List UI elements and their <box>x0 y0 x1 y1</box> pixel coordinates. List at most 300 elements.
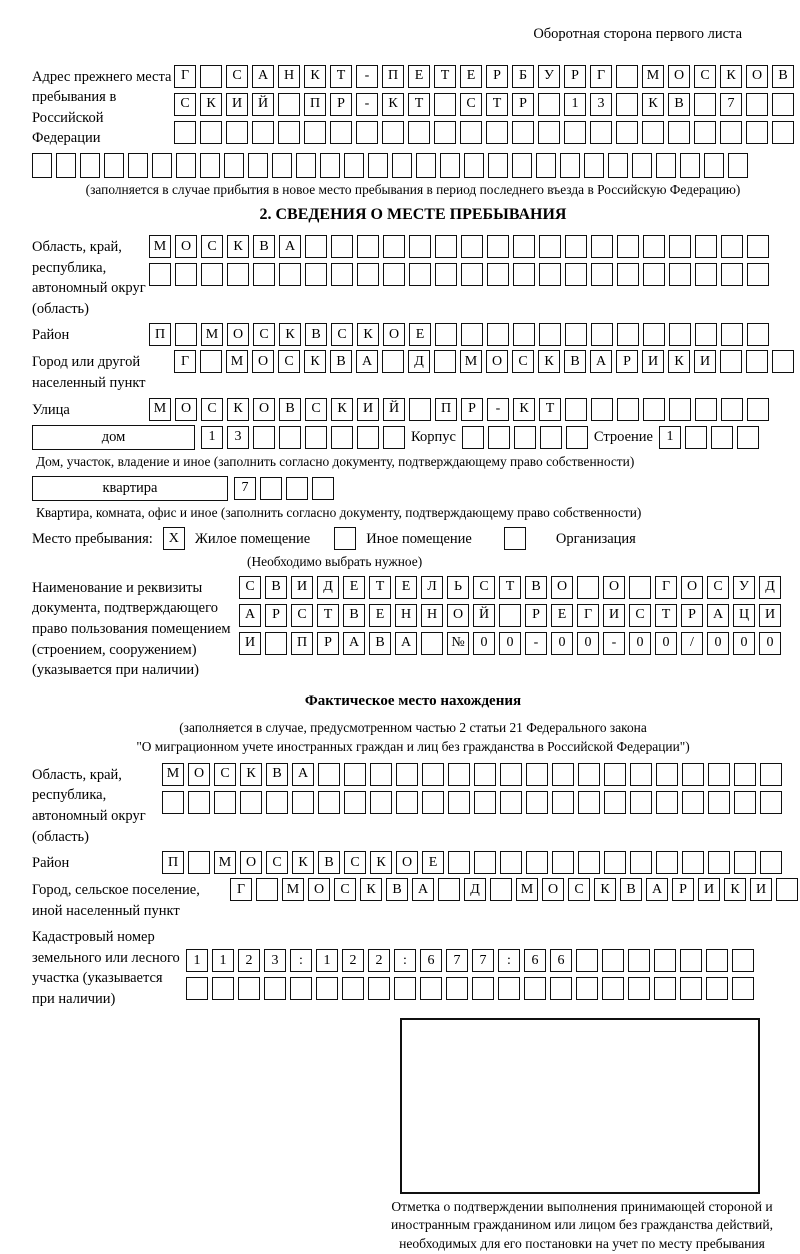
char-cell <box>227 263 249 286</box>
char-cell: О <box>486 350 508 373</box>
char-cell <box>746 350 768 373</box>
char-cell: П <box>435 398 457 421</box>
char-cell <box>368 153 388 178</box>
char-cell <box>578 763 600 786</box>
char-cell: К <box>720 65 742 88</box>
char-cell: В <box>343 604 365 627</box>
char-cell <box>539 323 561 346</box>
char-cell <box>212 977 234 1000</box>
char-cell <box>486 121 508 144</box>
cadastral-label: Кадастровый номер земельного или лесного участка (указывается при наличии) <box>32 929 180 1008</box>
char-cell: М <box>162 763 184 786</box>
char-cell: В <box>668 93 690 116</box>
char-cell: О <box>542 878 564 901</box>
char-cell: / <box>681 632 703 655</box>
char-cell: У <box>733 576 755 599</box>
char-cell <box>357 235 379 258</box>
char-cell <box>304 121 326 144</box>
char-cell: С <box>460 93 482 116</box>
char-cell <box>316 977 338 1000</box>
stay-type-caption: (Необходимо выбрать нужное) <box>247 554 423 570</box>
char-cell <box>186 977 208 1000</box>
char-cell <box>578 851 600 874</box>
char-cell <box>552 791 574 814</box>
char-cell <box>656 851 678 874</box>
char-cell: 3 <box>227 426 249 449</box>
char-cell: Т <box>408 93 430 116</box>
region-block-2 <box>32 763 794 847</box>
char-cell: И <box>603 604 625 627</box>
char-cell: К <box>227 398 249 421</box>
char-cell: С <box>291 604 313 627</box>
char-grid-row <box>162 763 794 786</box>
char-cell <box>682 791 704 814</box>
char-cell <box>747 323 769 346</box>
char-cell: Р <box>265 604 287 627</box>
house-box: дом <box>32 425 195 450</box>
char-cell <box>318 791 340 814</box>
char-cell: Г <box>590 65 612 88</box>
char-cell: П <box>304 93 326 116</box>
char-cell: А <box>707 604 729 627</box>
char-cell: К <box>668 350 690 373</box>
char-cell: А <box>239 604 261 627</box>
char-cell: Ь <box>447 576 469 599</box>
char-cell <box>629 576 651 599</box>
char-cell: К <box>360 878 382 901</box>
char-cell <box>446 977 468 1000</box>
char-cell <box>654 949 676 972</box>
char-cell <box>564 121 586 144</box>
char-cell <box>746 93 768 116</box>
char-cell <box>201 263 223 286</box>
char-cell <box>488 426 510 449</box>
char-cell <box>747 263 769 286</box>
char-cell: О <box>383 323 405 346</box>
actual-location-title: Фактическое место нахождения <box>304 692 522 709</box>
char-cell <box>394 977 416 1000</box>
region-label: Область, край, республика, автономный округ (область) <box>32 239 146 317</box>
char-cell: К <box>304 350 326 373</box>
char-cell <box>344 153 364 178</box>
char-cell <box>226 121 248 144</box>
char-cell <box>438 878 460 901</box>
char-cell <box>344 763 366 786</box>
section2-title: 2. СВЕДЕНИЯ О МЕСТЕ ПРЕБЫВАНИЯ <box>259 206 567 224</box>
char-cell <box>474 763 496 786</box>
char-cell <box>680 153 700 178</box>
char-cell <box>272 153 292 178</box>
char-cell <box>720 350 742 373</box>
char-cell <box>513 235 535 258</box>
district-block-2 <box>32 851 794 874</box>
char-cell <box>279 426 301 449</box>
char-grid-row <box>149 398 794 421</box>
char-cell: В <box>330 350 352 373</box>
char-cell <box>604 763 626 786</box>
char-cell <box>565 263 587 286</box>
checkbox-other-premises <box>334 527 356 550</box>
char-cell: 7 <box>720 93 742 116</box>
char-cell: В <box>620 878 642 901</box>
registration-stamp-box <box>400 1018 760 1194</box>
char-cell <box>500 763 522 786</box>
char-cell: Й <box>252 93 274 116</box>
apartment-number-cells <box>234 477 334 500</box>
char-cell <box>643 263 665 286</box>
char-cell: М <box>516 878 538 901</box>
char-cell: Д <box>317 576 339 599</box>
char-cell <box>706 949 728 972</box>
char-cell <box>654 977 676 1000</box>
char-cell <box>512 121 534 144</box>
char-cell <box>514 426 536 449</box>
char-cell: С <box>707 576 729 599</box>
char-cell: Ц <box>733 604 755 627</box>
char-cell: А <box>412 878 434 901</box>
char-cell <box>539 263 561 286</box>
stroenie-label: Строение <box>593 428 653 445</box>
char-cell <box>286 477 308 500</box>
char-cell: - <box>356 93 378 116</box>
char-cell <box>708 763 730 786</box>
char-cell: 2 <box>368 949 390 972</box>
char-cell: О <box>227 323 249 346</box>
char-cell <box>538 121 560 144</box>
char-cell: 0 <box>733 632 755 655</box>
char-cell: В <box>279 398 301 421</box>
char-cell <box>382 121 404 144</box>
char-cell <box>566 426 588 449</box>
char-cell: О <box>175 398 197 421</box>
char-cell <box>526 851 548 874</box>
char-cell: Е <box>343 576 365 599</box>
char-cell <box>149 263 171 286</box>
char-cell: М <box>149 235 171 258</box>
char-cell: О <box>253 398 275 421</box>
char-cell <box>632 153 652 178</box>
char-cell: 0 <box>473 632 495 655</box>
char-cell <box>721 263 743 286</box>
char-cell: Д <box>464 878 486 901</box>
char-cell <box>550 977 572 1000</box>
char-cell <box>628 949 650 972</box>
char-cell <box>392 153 412 178</box>
char-cell: 1 <box>201 426 223 449</box>
char-cell <box>706 977 728 1000</box>
char-grid-row <box>186 977 794 1000</box>
char-cell <box>175 323 197 346</box>
char-cell: М <box>460 350 482 373</box>
char-cell <box>552 851 574 874</box>
char-cell <box>200 153 220 178</box>
prev-address-overflow-row <box>32 153 794 178</box>
char-cell <box>331 426 353 449</box>
char-cell <box>252 121 274 144</box>
char-cell <box>721 235 743 258</box>
char-cell: Г <box>174 65 196 88</box>
char-cell <box>240 791 262 814</box>
char-cell <box>238 977 260 1000</box>
char-cell <box>732 977 754 1000</box>
char-cell <box>630 791 652 814</box>
char-cell <box>499 604 521 627</box>
char-cell: С <box>694 65 716 88</box>
char-cell: В <box>266 763 288 786</box>
char-cell <box>370 791 392 814</box>
checkbox-residential-label: Жилое помещение <box>194 530 311 547</box>
char-cell <box>695 323 717 346</box>
char-cell: 1 <box>212 949 234 972</box>
char-cell <box>344 791 366 814</box>
char-cell: А <box>343 632 365 655</box>
korpus-label: Корпус <box>411 428 456 445</box>
char-cell <box>617 323 639 346</box>
char-cell <box>536 153 556 178</box>
char-cell: К <box>240 763 262 786</box>
char-cell <box>630 851 652 874</box>
char-cell <box>747 235 769 258</box>
char-cell <box>565 235 587 258</box>
char-cell <box>669 235 691 258</box>
char-cell <box>643 235 665 258</box>
char-cell <box>734 851 756 874</box>
char-cell: Е <box>408 65 430 88</box>
char-cell: 0 <box>707 632 729 655</box>
char-cell: В <box>772 65 794 88</box>
char-cell: М <box>642 65 664 88</box>
street-block <box>32 398 794 421</box>
char-cell <box>396 791 418 814</box>
char-cell: Е <box>551 604 573 627</box>
char-cell <box>383 263 405 286</box>
stamp-caption: Отметка о подтверждении выполнения принимающей стороной и иностранным гражданином или лицом без гражданства действий, необходимых для его постановки на учет по месту пребывания <box>391 1198 773 1252</box>
char-cell: 7 <box>446 949 468 972</box>
char-cell <box>524 977 546 1000</box>
char-cell: К <box>331 398 353 421</box>
char-grid-row <box>239 632 794 655</box>
char-cell: С <box>253 323 275 346</box>
checkbox-other-premises-label: Иное помещение <box>366 530 472 547</box>
char-cell <box>464 153 484 178</box>
char-cell: Н <box>278 65 300 88</box>
char-cell <box>617 263 639 286</box>
char-cell <box>420 977 442 1000</box>
char-cell <box>538 93 560 116</box>
char-cell: Р <box>525 604 547 627</box>
char-cell: М <box>214 851 236 874</box>
char-cell: Е <box>369 604 391 627</box>
char-cell <box>383 426 405 449</box>
char-cell <box>695 235 717 258</box>
char-cell <box>734 763 756 786</box>
char-cell: И <box>698 878 720 901</box>
char-cell <box>440 153 460 178</box>
char-cell: 6 <box>524 949 546 972</box>
char-cell: Т <box>434 65 456 88</box>
char-cell <box>617 398 639 421</box>
char-cell <box>474 791 496 814</box>
region-block <box>32 235 794 319</box>
char-cell: С <box>266 851 288 874</box>
char-cell: А <box>646 878 668 901</box>
char-cell <box>80 153 100 178</box>
char-cell: К <box>642 93 664 116</box>
char-cell <box>176 153 196 178</box>
stay-type-label: Место пребывания: <box>32 530 153 547</box>
char-cell: 2 <box>342 949 364 972</box>
char-cell: Р <box>564 65 586 88</box>
char-cell: Р <box>616 350 638 373</box>
char-cell: К <box>724 878 746 901</box>
char-cell <box>56 153 76 178</box>
char-cell: 0 <box>655 632 677 655</box>
char-cell <box>318 763 340 786</box>
char-cell: А <box>292 763 314 786</box>
char-cell: К <box>594 878 616 901</box>
house-caption: Дом, участок, владение и иное (заполнить согласно документу, подтверждающему право собственности) <box>36 453 635 469</box>
char-cell: О <box>175 235 197 258</box>
char-cell <box>711 426 733 449</box>
char-cell: : <box>394 949 416 972</box>
char-cell <box>383 235 405 258</box>
char-cell <box>490 878 512 901</box>
district-label: Район <box>32 327 70 344</box>
char-grid-row <box>174 121 794 144</box>
char-cell: 1 <box>564 93 586 116</box>
char-cell: С <box>629 604 651 627</box>
char-cell: М <box>282 878 304 901</box>
char-cell <box>720 121 742 144</box>
char-cell: О <box>681 576 703 599</box>
char-cell <box>305 235 327 258</box>
char-cell <box>602 949 624 972</box>
city-label-2: Город, сельское поселение, иной населенный пункт <box>32 882 200 919</box>
char-cell <box>694 121 716 144</box>
char-cell: О <box>252 350 274 373</box>
char-cell <box>565 398 587 421</box>
char-cell <box>704 153 724 178</box>
char-cell <box>200 121 222 144</box>
prev-address-caption: (заполняется в случае прибытия в новое место пребывания в период последнего въезда в Российскую Федерацию) <box>85 181 741 197</box>
char-cell: С <box>512 350 534 373</box>
char-cell <box>224 153 244 178</box>
actual-location-note <box>32 718 794 757</box>
char-grid-row <box>162 851 794 874</box>
char-cell <box>747 398 769 421</box>
char-grid-row <box>149 235 794 258</box>
char-cell <box>576 977 598 1000</box>
char-grid-row <box>174 65 794 88</box>
char-cell <box>682 851 704 874</box>
char-cell <box>200 65 222 88</box>
char-cell: И <box>226 93 248 116</box>
char-cell <box>253 263 275 286</box>
char-cell <box>590 121 612 144</box>
char-cell: М <box>201 323 223 346</box>
char-cell: В <box>525 576 547 599</box>
char-cell <box>746 121 768 144</box>
char-cell <box>695 398 717 421</box>
char-cell: 0 <box>499 632 521 655</box>
char-cell <box>320 153 340 178</box>
char-cell: С <box>334 878 356 901</box>
char-cell: А <box>590 350 612 373</box>
char-cell: 2 <box>238 949 260 972</box>
street-label: Улица <box>32 401 70 418</box>
char-cell <box>435 235 457 258</box>
char-cell: Т <box>486 93 508 116</box>
char-cell <box>248 153 268 178</box>
char-cell <box>253 426 275 449</box>
city-block-2 <box>32 878 794 921</box>
char-cell <box>357 426 379 449</box>
char-cell <box>721 398 743 421</box>
char-cell <box>382 350 404 373</box>
char-cell: С <box>305 398 327 421</box>
char-cell: К <box>513 398 535 421</box>
char-cell <box>370 763 392 786</box>
char-cell <box>513 263 535 286</box>
char-cell: С <box>174 93 196 116</box>
char-cell <box>266 791 288 814</box>
char-cell: И <box>694 350 716 373</box>
char-cell <box>604 791 626 814</box>
char-cell <box>264 977 286 1000</box>
char-cell <box>188 791 210 814</box>
city-block <box>32 350 794 393</box>
char-cell <box>200 350 222 373</box>
char-cell <box>342 977 364 1000</box>
char-cell <box>434 350 456 373</box>
char-cell: Р <box>317 632 339 655</box>
char-cell <box>409 263 431 286</box>
char-cell: 6 <box>420 949 442 972</box>
city-label: Город или другой населенный пункт <box>32 354 146 391</box>
char-cell: 0 <box>551 632 573 655</box>
char-cell <box>305 263 327 286</box>
char-cell <box>560 153 580 178</box>
char-cell: Р <box>486 65 508 88</box>
apartment-caption: Квартира, комната, офис и иное (заполнить согласно документу, подтверждающему право собственности) <box>36 504 642 520</box>
char-cell <box>162 791 184 814</box>
char-cell <box>434 121 456 144</box>
char-grid-row <box>174 93 794 116</box>
char-grid-row <box>149 263 794 286</box>
char-cell <box>331 263 353 286</box>
char-cell <box>656 791 678 814</box>
char-cell: Г <box>577 604 599 627</box>
char-cell <box>552 763 574 786</box>
char-cell <box>760 763 782 786</box>
char-cell: П <box>149 323 171 346</box>
char-cell: Р <box>672 878 694 901</box>
char-cell <box>175 263 197 286</box>
char-grid-row <box>230 878 794 901</box>
char-cell <box>435 263 457 286</box>
char-grid-row <box>162 791 794 814</box>
char-cell <box>256 878 278 901</box>
char-cell: 3 <box>590 93 612 116</box>
char-cell: Р <box>681 604 703 627</box>
char-cell <box>472 977 494 1000</box>
apartment-row <box>32 476 794 501</box>
char-cell: Д <box>408 350 430 373</box>
char-cell: С <box>239 576 261 599</box>
char-cell: 3 <box>264 949 286 972</box>
char-cell: О <box>240 851 262 874</box>
char-cell <box>656 763 678 786</box>
